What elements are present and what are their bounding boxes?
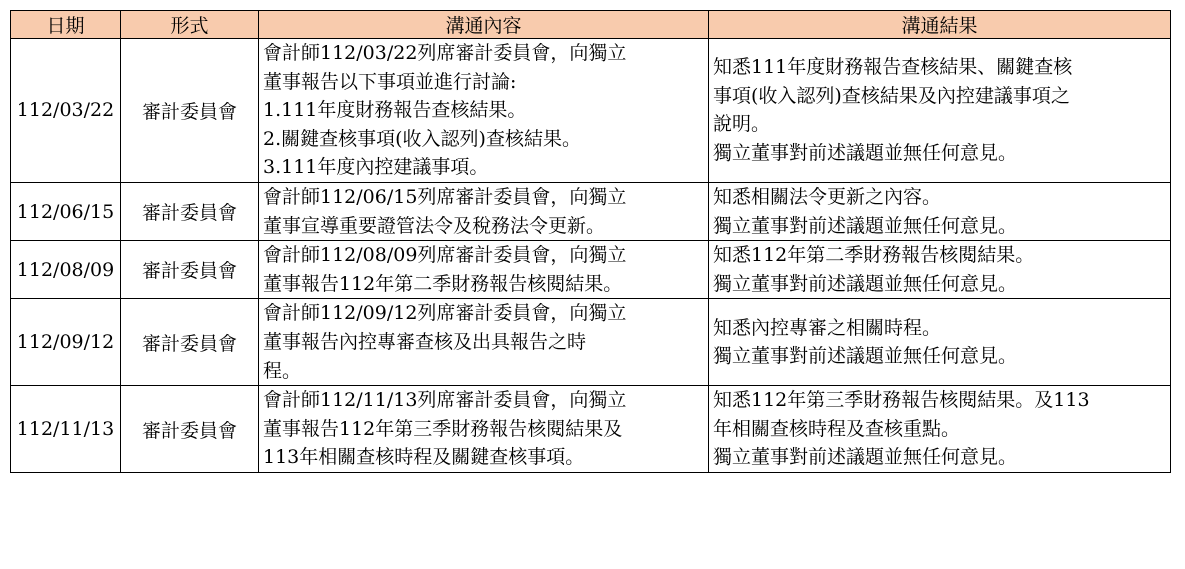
communication-content-cell: [259, 241, 709, 299]
meeting-date-cell: 112/09/12: [11, 299, 121, 386]
communication-content-cell: [259, 39, 709, 183]
header-content: 溝通內容: [259, 11, 709, 39]
communication-result-cell: [709, 241, 1171, 299]
communication-result-cell: [709, 39, 1171, 183]
content-line: 程。: [263, 359, 302, 382]
table-row: [11, 39, 1171, 183]
result-line: 知悉相關法令更新之內容。: [713, 185, 942, 208]
content-line: 董事宣導重要證管法令及稅務法令更新。: [263, 214, 606, 237]
content-line: 董事報告內控專審查核及出具報告之時: [263, 330, 587, 353]
result-line: 事項(收入認列)查核結果及內控建議事項之: [713, 84, 1070, 107]
result-line: 說明。: [713, 113, 771, 136]
content-line: 3.111年度內控建議事項。: [263, 156, 489, 179]
result-line: 獨立董事對前述議題並無任何意見。: [713, 272, 1018, 295]
header-result: 溝通結果: [709, 11, 1171, 39]
header-row: [11, 11, 1171, 39]
communication-result-cell: [709, 386, 1171, 473]
result-line: 年相關查核時程及查核重點。: [713, 417, 961, 440]
table-row: [11, 299, 1171, 386]
meeting-date-cell: 112/08/09: [11, 241, 121, 299]
content-line: 會計師112/03/22列席審計委員會，向獨立: [263, 42, 627, 64]
meeting-form-cell: 審計委員會: [121, 39, 259, 183]
result-line: 知悉內控專審之相關時程。: [713, 316, 942, 339]
content-line: 會計師112/08/09列席審計委員會，向獨立: [263, 244, 627, 267]
meeting-date-cell: 112/11/13: [11, 386, 121, 473]
communication-result-cell: [709, 182, 1171, 240]
result-line: 知悉112年第二季財務報告核閱結果。: [713, 244, 1035, 267]
header-date: 日期: [11, 11, 121, 39]
communication-table-container: [10, 10, 1171, 473]
meeting-date-cell: 112/06/15: [11, 182, 121, 240]
communication-content-cell: [259, 299, 709, 386]
content-line: 董事報告112年第二季財務報告核閱結果。: [263, 272, 623, 295]
meeting-date-cell: 112/03/22: [11, 39, 121, 183]
content-line: 2.關鍵查核事項(收入認列)查核結果。: [263, 127, 581, 150]
result-line: 獨立董事對前述議題並無任何意見。: [713, 446, 1018, 469]
content-line: 董事報告以下事項並進行討論:: [263, 70, 517, 93]
result-line: 獨立董事對前述議題並無任何意見。: [713, 214, 1018, 237]
communication-content-cell: [259, 182, 709, 240]
table-row: [11, 386, 1171, 473]
content-line: 會計師112/06/15列席審計委員會，向獨立: [263, 185, 627, 208]
meeting-form-cell: 審計委員會: [121, 241, 259, 299]
result-line: 知悉111年度財務報告查核結果、關鍵查核: [713, 56, 1073, 79]
table-row: [11, 241, 1171, 299]
result-line: 獨立董事對前述議題並無任何意見。: [713, 345, 1018, 368]
result-line: 知悉112年第三季財務報告核閱結果。及113: [713, 389, 1090, 412]
communication-table: [10, 10, 1171, 473]
meeting-form-cell: 審計委員會: [121, 386, 259, 473]
content-line: 113年相關查核時程及關鍵查核事項。: [263, 446, 585, 469]
meeting-form-cell: 審計委員會: [121, 299, 259, 386]
content-line: 董事報告112年第三季財務報告核閱結果及: [263, 417, 623, 440]
communication-content-cell: [259, 386, 709, 473]
table-row: [11, 182, 1171, 240]
content-line: 1.111年度財務報告查核結果。: [263, 99, 527, 122]
content-line: 會計師112/11/13列席審計委員會，向獨立: [263, 389, 627, 412]
meeting-form-cell: 審計委員會: [121, 182, 259, 240]
header-form: 形式: [121, 11, 259, 39]
communication-result-cell: [709, 299, 1171, 386]
result-line: 獨立董事對前述議題並無任何意見。: [713, 142, 1018, 165]
content-line: 會計師112/09/12列席審計委員會，向獨立: [263, 302, 627, 325]
